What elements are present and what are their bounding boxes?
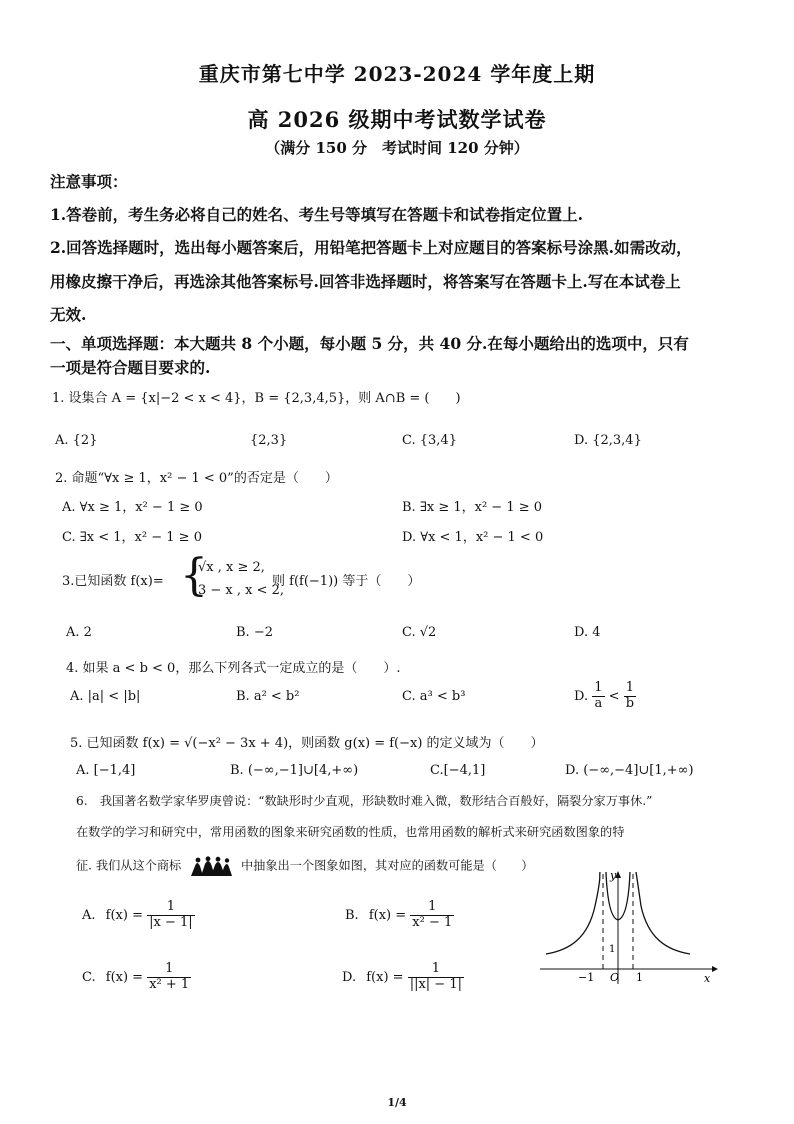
q3-brace: { <box>180 550 208 601</box>
q3-option-c: C. √2 <box>402 625 437 640</box>
q4-option-d-fraction-2: $\frac{1}{b}$ <box>625 680 635 711</box>
q4-option-d <box>574 681 636 712</box>
q3-option-a: A. 2 <box>66 625 92 640</box>
notice-item-2-line-3: 无效. <box>50 305 87 324</box>
section1-heading-line-1: 一、单项选择题：本大题共 8 个小题，每小题 5 分，共 40 分.在每小题给出的选项中，只有 <box>50 334 689 353</box>
q3-case-1: √x , x ≥ 2, <box>198 560 265 575</box>
q1-option-a: A. {2} <box>55 433 98 448</box>
q6-option-c <box>82 962 191 993</box>
x-axis-arrow <box>712 966 718 972</box>
q4-option-b: B. a² < b² <box>236 689 300 704</box>
q5-option-d: D. (−∞,−4]∪[1,+∞) <box>565 763 694 778</box>
q4-option-a: A. |a| < |b| <box>70 689 141 704</box>
exam-school-title: 重庆市第七中学 2023-2024 学年度上期 <box>198 62 596 86</box>
q3-option-d: D. 4 <box>574 625 601 640</box>
y-axis-label: y <box>610 869 617 882</box>
q3-case-2: 3 − x , x < 2, <box>198 583 285 598</box>
curve-left-branch <box>546 872 600 954</box>
q2-option-c: C. ∃x < 1，x² − 1 ≥ 0 <box>62 530 202 545</box>
page-number: 1/4 <box>387 1096 407 1109</box>
q4-option-d-less-than: < <box>608 688 620 704</box>
q1-option-d: D. {2,3,4} <box>574 433 642 448</box>
x-tick-one: 1 <box>636 971 643 984</box>
q1-stem: 1. 设集合 A = {x|−2 < x < 4}，B = {2,3,4,5}，则 A∩B = ( ) <box>52 391 461 406</box>
q3-option-b: B. −2 <box>236 625 273 640</box>
q4-option-d-fraction-1: $\frac{1}{a}$ <box>594 680 603 711</box>
notice-item-1: 1.答卷前，考生务必将自己的姓名、考生号等填写在答题卡和试卷指定位置上. <box>50 205 584 224</box>
q2-option-a: A. ∀x ≥ 1，x² − 1 ≥ 0 <box>62 500 203 515</box>
origin-label: O <box>610 971 620 984</box>
q6-line-3-suffix: 中抽象出一个图象如图，其对应的函数可能是（ ） <box>241 858 534 873</box>
exam-subject-title: 高 2026 级期中考试数学试卷 <box>247 107 547 132</box>
q6-line-3-prefix: 征. 我们从这个商标 <box>76 858 182 873</box>
q2-stem: 2. 命题“∀x ≥ 1，x² − 1 < 0”的否定是（ ） <box>55 471 338 486</box>
q5-option-b: B. (−∞,−1]∪[4,+∞) <box>230 763 359 778</box>
q4-option-d-label: D. <box>574 688 589 704</box>
q4-stem: 4. 如果 a < b < 0，那么下列各式一定成立的是（ ）. <box>66 661 401 676</box>
q6-line-2: 在数学的学习和研究中，常用函数的图象来研究函数的性质，也常用函数的解析式来研究函数图象的特 <box>76 825 625 839</box>
q6-option-b-fx: f(x) = <box>368 907 407 923</box>
q6-option-b-fraction: $\frac{1}{\text{x² − 1}}$ <box>412 899 453 930</box>
q2-option-b: B. ∃x ≥ 1，x² − 1 ≥ 0 <box>402 500 543 515</box>
q6-option-a <box>82 900 195 931</box>
q1-option-b: {2,3} <box>250 433 288 448</box>
x-tick-neg-one: −1 <box>578 971 595 984</box>
section1-heading-line-2: 一项是符合题目要求的. <box>50 358 211 377</box>
q6-line-3 <box>76 856 534 876</box>
notice-heading: 注意事项： <box>50 172 128 191</box>
q6-option-a-fx: f(x) = <box>105 907 143 923</box>
q6-option-d <box>342 962 464 993</box>
q6-option-b-label: B. <box>345 907 359 923</box>
q3-stem-suffix: 则 f(f(−1)) 等于（ ） <box>272 574 421 589</box>
q6-option-c-fx: f(x) = <box>105 969 144 985</box>
q6-option-b <box>345 900 454 931</box>
q2-option-d: D. ∀x < 1，x² − 1 < 0 <box>402 530 544 545</box>
q6-option-a-label: A. <box>82 907 96 923</box>
q5-option-c: C.[−4,1] <box>430 763 486 778</box>
q6-function-graph <box>540 866 720 986</box>
q6-option-d-fraction: $\frac{1}{||x| - 1|}$ <box>409 961 462 992</box>
q6-line-1: 6. 我国著名数学家华罗庚曾说：“数缺形时少直观，形缺数时难入微，数形结合百般好，隔裂分家万事休.” <box>76 794 653 808</box>
q6-option-d-fx: f(x) = <box>366 969 404 985</box>
kappa-logo-icon <box>189 856 233 876</box>
x-axis-label: x <box>704 972 711 985</box>
score-time-note: （满分 150 分 考试时间 120 分钟） <box>265 139 529 157</box>
q6-option-d-label: D. <box>342 969 357 985</box>
curve-right-branch <box>636 872 690 954</box>
notice-item-2-line-2: 用橡皮擦干净后，再选涂其他答案标号.回答非选择题时，将答案写在答题卡上.写在本试卷上 <box>50 272 681 291</box>
q6-option-c-fraction: $\frac{1}{\text{x² + 1}}$ <box>149 961 190 992</box>
q6-option-a-fraction: $\frac{1}{|x - 1|}$ <box>149 899 193 930</box>
q4-option-c: C. a³ < b³ <box>402 689 466 704</box>
q3-stem-prefix: 3.已知函数 f(x)= <box>62 574 164 589</box>
q5-option-a: A. [−1,4] <box>76 763 136 778</box>
notice-item-2-line-1: 2.回答选择题时，选出每小题答案后，用铅笔把答题卡上对应题目的答案标号涂黑.如需改动， <box>50 238 692 257</box>
y-tick-one: 1 <box>609 944 616 955</box>
q5-stem: 5. 已知函数 f(x) = √(−x² − 3x + 4)，则函数 g(x) = f(−x) 的定义域为（ ） <box>70 736 544 751</box>
q1-option-c: C. {3,4} <box>402 433 457 448</box>
q6-option-c-label: C. <box>82 969 96 985</box>
